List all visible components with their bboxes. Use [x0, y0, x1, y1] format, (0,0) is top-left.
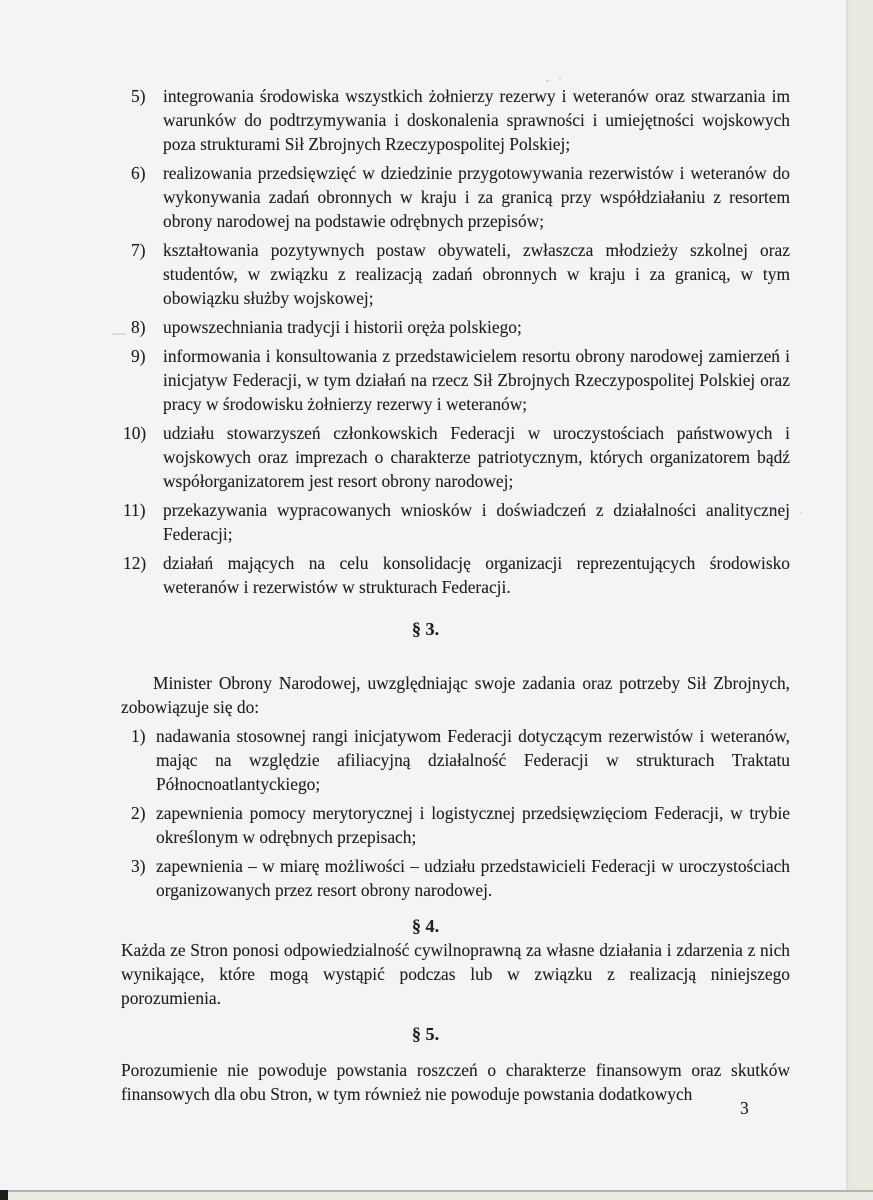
section-3-heading: § 3. [411, 619, 440, 639]
item-number: 11) [123, 500, 146, 520]
section-4-body: Każda ze Stron ponosi odpowiedzialność cywilnoprawną za własne działania i zdarzenia z nich wynikające, które mogą wystąpić podczas lub w związku z realizacją niniejszego porozumienia. [121, 940, 790, 1008]
section-4-heading: § 4. [411, 916, 440, 936]
item-number: 10) [123, 423, 147, 443]
scan-speck [800, 512, 802, 514]
minister-item-3 [131, 854, 790, 902]
scan-speck [112, 333, 126, 335]
scan-edge-right [846, 0, 873, 1200]
item-number: 1) [131, 726, 146, 746]
section-5-body: Porozumienie nie powoduje powstania roszczeń o charakterze finansowym oraz skutków finansowych dla obu Stron, w tym również nie powoduje powstania dodatkowych [121, 1060, 790, 1104]
item-text: zapewnienia – w miarę możliwości – udziału przedstawicieli Federacji w uroczystościach organizowanych przez resort obrony narodowej. [156, 856, 790, 900]
item-text: działań mających na celu konsolidację organizacji reprezentujących środowisko weteranów i rezerwistów w strukturach Federacji. [163, 553, 790, 597]
item-text: integrowania środowiska wszystkich żołnierzy rezerwy i weteranów oraz stwarzania im warunków do podtrzymywania i doskonalenia sprawności i umiejętności wojskowych poza strukturami Sił Zbrojnych Rzeczypospolitej Polskiej; [163, 86, 790, 154]
list-item-7 [131, 238, 790, 310]
list-item-9 [131, 344, 790, 416]
item-text: informowania i konsultowania z przedstawicielem resortu obrony narodowej zamierzeń i inicjatyw Federacji, w tym działań na rzecz Sił Zbrojnych Rzeczypospolitej Polskiej oraz pracy w środowisku żołnierzy rezerwy i weteranów; [163, 346, 790, 414]
item-number: 9) [131, 346, 146, 366]
scan-speck [559, 78, 561, 80]
minister-item-2 [131, 801, 790, 849]
federation-obligations-list [121, 84, 790, 599]
item-number: 3) [131, 856, 146, 876]
item-text: realizowania przedsięwzięć w dziedzinie przygotowywania rezerwistów i weteranów do wykonywania zadań obronnych w kraju i za granicą przy współdziałaniu z resortem obrony narodowej na podstawie odrębnych przepisów; [163, 163, 790, 231]
item-text: udziału stowarzyszeń członkowskich Federacji w uroczystościach państwowych i wojskowych oraz imprezach o charakterze patriotycznym, których organizatorem bądź współorganizatorem jest resort obrony narodowej; [163, 423, 790, 491]
item-number: 8) [131, 317, 146, 337]
list-item-10 [123, 421, 790, 493]
page-number: 3 [740, 1098, 749, 1118]
item-text: przekazywania wypracowanych wniosków i doświadczeń z działalności analitycznej Federacji; [163, 500, 790, 544]
item-number: 2) [131, 803, 146, 823]
minister-obligations-list [121, 724, 790, 902]
list-item-6 [131, 161, 790, 233]
list-item-5 [131, 84, 790, 156]
item-number: 5) [131, 86, 146, 106]
item-text: upowszechniania tradycji i historii oręża polskiego; [163, 317, 522, 337]
section-5-heading: § 5. [411, 1024, 440, 1044]
item-number: 12) [123, 553, 147, 573]
scan-edge-bottom [0, 1190, 873, 1200]
item-text: kształtowania pozytywnych postaw obywateli, zwłaszcza młodzieży szkolnej oraz studentów, w związku z realizacją zadań obronnych w kraju i za granicą, w tym obowiązku służby wojskowej; [163, 240, 790, 308]
item-text: zapewnienia pomocy merytorycznej i logistycznej przedsięwzięciom Federacji, w trybie określonym w odrębnych przepisach; [156, 803, 790, 847]
section-3-intro: Minister Obrony Narodowej, uwzględniając swoje zadania oraz potrzeby Sił Zbrojnych, zobowiązuje się do: [121, 673, 790, 717]
minister-item-1 [131, 724, 790, 796]
item-number: 7) [131, 240, 146, 260]
item-number: 6) [131, 163, 146, 183]
list-item-8 [131, 315, 790, 339]
scan-speck [546, 80, 549, 82]
scan-corner-notch [0, 1190, 8, 1200]
list-item-12 [123, 551, 790, 599]
list-item-11 [123, 498, 790, 546]
scan-speck [771, 508, 774, 511]
document-content [121, 84, 790, 1106]
item-text: nadawania stosownej rangi inicjatywom Federacji dotyczącym rezerwistów i weteranów, mając na względzie afiliacyjną działalność Federacji w strukturach Traktatu Północnoatlantyckiego; [156, 726, 790, 794]
